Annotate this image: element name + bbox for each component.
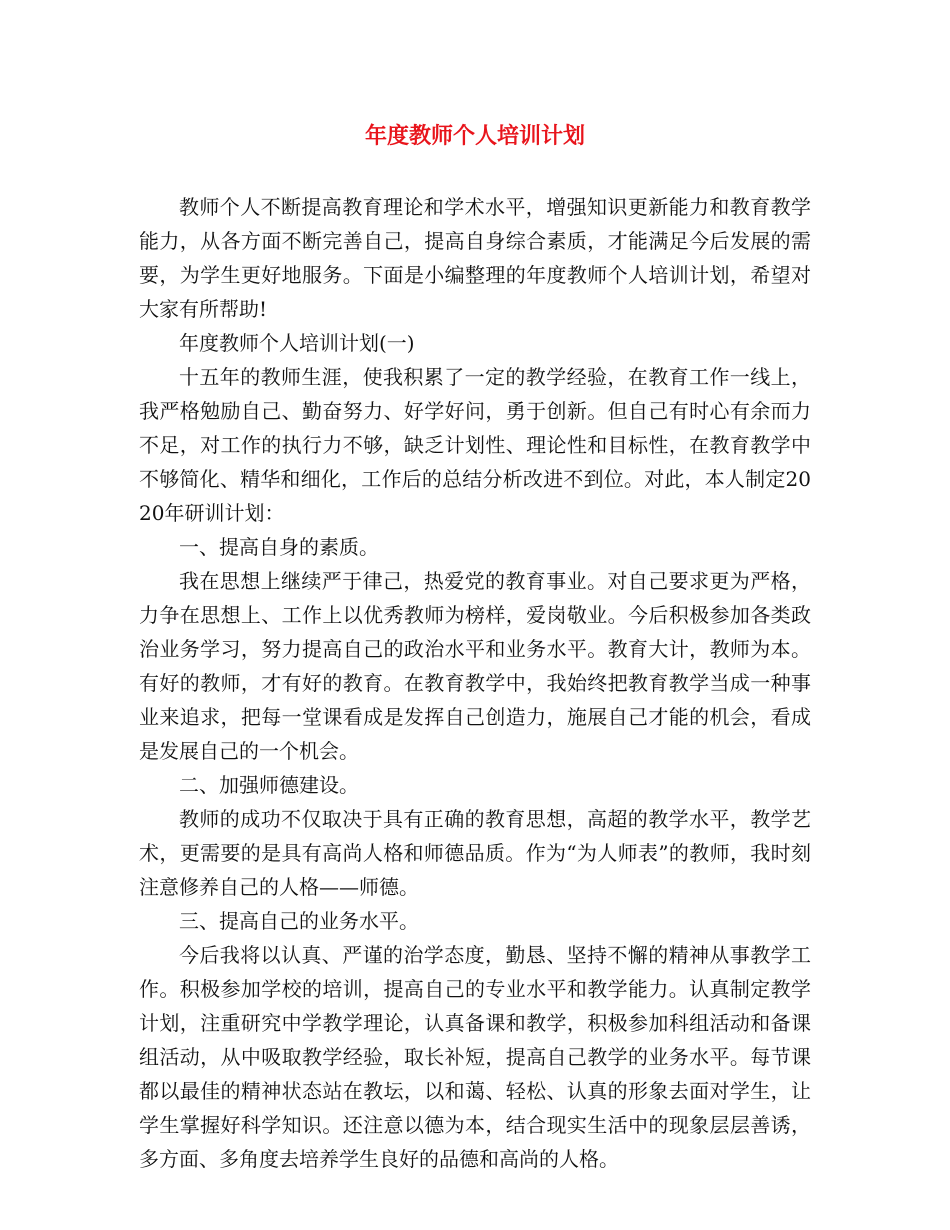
section-heading-3: 三、提高自己的业务水平。: [179, 909, 419, 933]
section-heading-2: 二、加强师德建设。: [179, 773, 359, 797]
body-paragraph: 教师的成功不仅取决于具有正确的教育思想，高超的教学水平，教学艺术，更需要的是具有高尚人格和师德品质。作为“为人师表”的教师，我时刻注意修养自己的人格——师德。: [139, 807, 811, 899]
document-title: 年度教师个人培训计划: [364, 123, 585, 149]
body-paragraph: 十五年的教师生涯，使我积累了一定的教学经验，在教育工作一线上，我严格勉励自己、勤奋努力、好学好问，勇于创新。但自己有时心有余而力不足，对工作的执行力不够，缺乏计划性、理论性和目标性，在教育教学中不够简化、精华和细化，工作后的总结分析改进不到位。对此，本人制定2020年研训计划：: [139, 365, 811, 525]
section-heading-plan-one: 年度教师个人培训计划(一): [179, 331, 415, 355]
body-paragraph: 我在思想上继续严于律己，热爱党的教育事业。对自己要求更为严格，力争在思想上、工作上以优秀教师为榜样，爱岗敬业。今后积极参加各类政治业务学习，努力提高自己的政治水平和业务水平。教育大计，教师为本。有好的教师，才有好的教育。在教育教学中，我始终把教育教学当成一种事业来追求，把每一堂课看成是发挥自己创造力，施展自己才能的机会，看成是发展自己的一个机会。: [139, 569, 811, 763]
document-body: [139, 190, 811, 1176]
section-heading-1: 一、提高自身的素质。: [179, 535, 379, 559]
body-paragraph: 今后我将以认真、严谨的治学态度，勤恳、坚持不懈的精神从事教学工作。积极参加学校的培训，提高自己的专业水平和教学能力。认真制定教学计划，注重研究中学教学理论，认真备课和教学，积极参加科组活动和备课组活动，从中吸取教学经验，取长补短，提高自己教学的业务水平。每节课都以最佳的精神状态站在教坛，以和蔼、轻松、认真的形象去面对学生，让学生掌握好科学知识。还注意以德为本，结合现实生活中的现象层层善诱，多方面、多角度去培养学生良好的品德和高尚的人格。: [139, 943, 811, 1171]
intro-paragraph: 教师个人不断提高教育理论和学术水平，增强知识更新能力和教育教学能力，从各方面不断完善自己，提高自身综合素质，才能满足今后发展的需要，为学生更好地服务。下面是小编整理的年度教师个人培训计划，希望对大家有所帮助!: [139, 195, 811, 321]
